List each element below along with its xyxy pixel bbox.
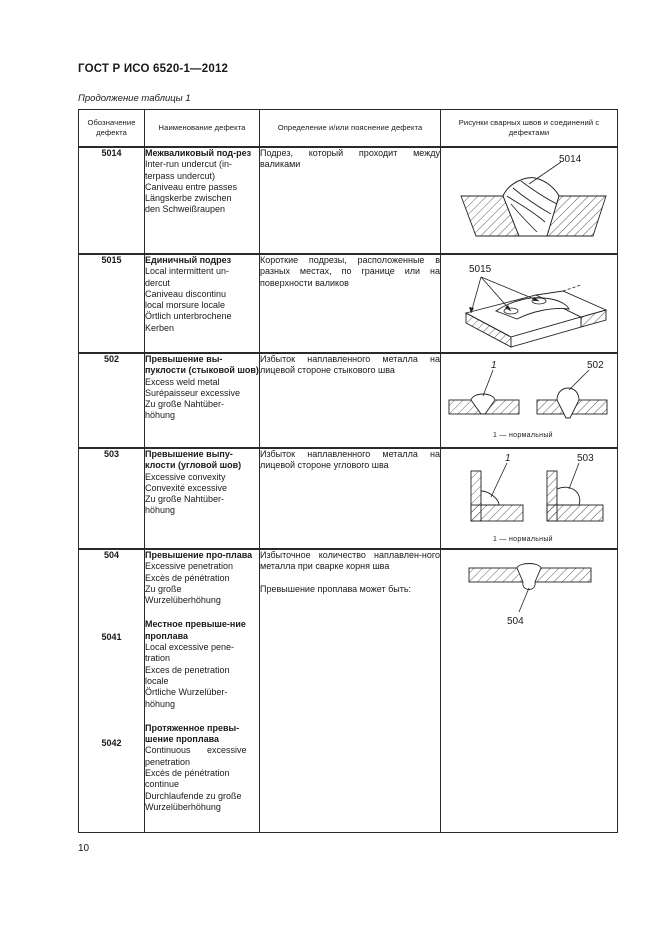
defect-name-line: höhung (145, 410, 176, 421)
defect-name-line: Excessive penetration (145, 561, 234, 572)
defect-name-line: Excès de pénétration (145, 572, 230, 583)
defect-definition: Избыток наплавленного металла на лицевой стороне стыкового шва (260, 354, 441, 448)
defect-name-line: Zu große Nahtüber- (145, 399, 225, 410)
defect-code: 5041 (101, 632, 122, 643)
figure-label: 504 (507, 616, 524, 627)
defect-name-line: Inter-run undercut (in- (145, 159, 233, 170)
figure-label: 5015 (469, 264, 492, 275)
defect-name-line: Excess weld metal (145, 376, 220, 387)
defect-figure-5014 (441, 148, 618, 254)
table-row (79, 550, 618, 832)
table-row (79, 354, 618, 448)
figure-502-drawing (441, 354, 618, 446)
defect-code: 5014 (79, 148, 145, 254)
defect-name-line: Kerben (145, 322, 175, 333)
defect-name-line: Convexité excessive (145, 482, 228, 493)
figure-503-drawing (441, 449, 618, 547)
defect-name (145, 255, 260, 353)
defect-name (145, 354, 260, 448)
defect-name (145, 148, 260, 254)
defect-name-line: Wurzelüberhöhung (145, 595, 221, 606)
defect-name-group (145, 550, 260, 832)
defect-name-line: Zu große (145, 583, 182, 594)
table-row (79, 148, 618, 254)
column-header-definition: Определение и/или пояснение дефекта (260, 110, 441, 148)
defect-name-line: penetration (145, 756, 191, 767)
defect-definition-note: Превышение проплава может быть: (260, 583, 412, 594)
defect-definition: Избыточное количество наплавлен-ного металла при сварке корня шва (260, 550, 440, 572)
defect-code-group (79, 550, 145, 832)
defect-name-ru: Превышение вы-пуклости (стыковой шов) (145, 354, 259, 376)
defect-name-line: Caniveau entre passes (145, 181, 238, 192)
defect-name-line: Wurzelüberhöhung (145, 801, 221, 812)
figure-5015-drawing (441, 255, 618, 351)
defect-definition: Подрез, который проходит между валиками (260, 148, 441, 254)
defect-name-line: Örtliche Wurzelüber- (145, 687, 228, 698)
defect-definition-group (260, 550, 441, 832)
defects-table (78, 109, 618, 833)
defect-name-line: tration (145, 653, 171, 664)
defect-code: 5015 (79, 255, 145, 353)
defect-name-line: Local intermittent un- (145, 266, 230, 277)
defect-name-line: Local excessive pene- (145, 642, 235, 653)
defect-figure-504 (441, 550, 618, 832)
defect-name-line: Längskerbe zwischen (145, 193, 232, 204)
figure-caption: 1 — нормальный (493, 432, 553, 439)
defect-name-line: Caniveau discontinu (145, 288, 227, 299)
defect-definition: Избыток наплавленного металла на лицевой стороне углового шва (260, 449, 441, 549)
defect-name-line: Örtlich unterbrochene (145, 311, 232, 322)
page-header-title: ГОСТ Р ИСО 6520-1—2012 (78, 63, 229, 75)
defect-name-line: Exces de penetration (145, 664, 230, 675)
defect-code: 5042 (101, 737, 122, 748)
defect-name-line: continue (145, 779, 180, 790)
figure-label: 503 (577, 453, 594, 464)
figure-504-drawing (441, 550, 618, 640)
defect-name-line: den Schweißraupen (145, 204, 226, 215)
figure-label: 502 (587, 360, 604, 371)
column-header-name: Наименование дефекта (145, 110, 260, 148)
defect-figure-503 (441, 449, 618, 549)
defect-name-line: Zu große Nahtüber- (145, 494, 225, 505)
column-header-figures: Рисунки сварных швов и соединений с дефектами (441, 110, 618, 148)
table-continuation-caption: Продолжение таблицы 1 (78, 93, 191, 104)
figure-label: 1 (491, 360, 497, 371)
defect-name-ru: Межваликовый под-рез (145, 148, 252, 158)
defect-name-ru: Местное превыше-ние проплава (145, 619, 246, 641)
defect-code: 504 (103, 550, 120, 560)
figure-5014-drawing (441, 148, 618, 252)
defect-name-ru: Превышение выпу-клости (угловой шов) (145, 449, 242, 471)
table-header-row (79, 110, 618, 148)
defect-name-ru: Единичный подрез (145, 255, 232, 265)
defect-name-line: Surépaisseur excessive (145, 387, 241, 398)
defect-name-ru: Протяженное превы-шение проплава (145, 722, 240, 745)
figure-caption: 1 — нормальный (493, 536, 553, 543)
page-number: 10 (78, 843, 90, 854)
defect-figure-5015 (441, 255, 618, 353)
defect-name-line: local morsure locale (145, 300, 226, 311)
defect-name-line: Durchlaufende zu große (145, 790, 242, 801)
defect-name-line: terpass undercut) (145, 170, 216, 181)
defect-code: 502 (79, 354, 145, 448)
defect-figure-502 (441, 354, 618, 448)
table-row (79, 255, 618, 353)
defect-name-line: Excès de pénétration (145, 768, 230, 779)
defect-definition: Короткие подрезы, расположенные в разных местах, по границе или на поверхности валиков (260, 255, 441, 353)
column-header-code: Обозначение дефекта (79, 110, 145, 148)
defect-name-line: Continuous excessive (145, 745, 247, 756)
table-row (79, 449, 618, 549)
defect-name-line: locale (145, 675, 169, 686)
defect-name-line: Excessive convexity (145, 471, 226, 482)
defect-name (145, 449, 260, 549)
defect-name-line: dercut (145, 277, 171, 288)
defect-code: 503 (79, 449, 145, 549)
figure-label: 5014 (559, 154, 582, 165)
figure-label: 1 (505, 453, 511, 464)
defect-name-ru: Превышение про-плава (145, 550, 253, 560)
defect-name-line: höhung (145, 698, 176, 709)
defect-name-line: höhung (145, 505, 176, 516)
